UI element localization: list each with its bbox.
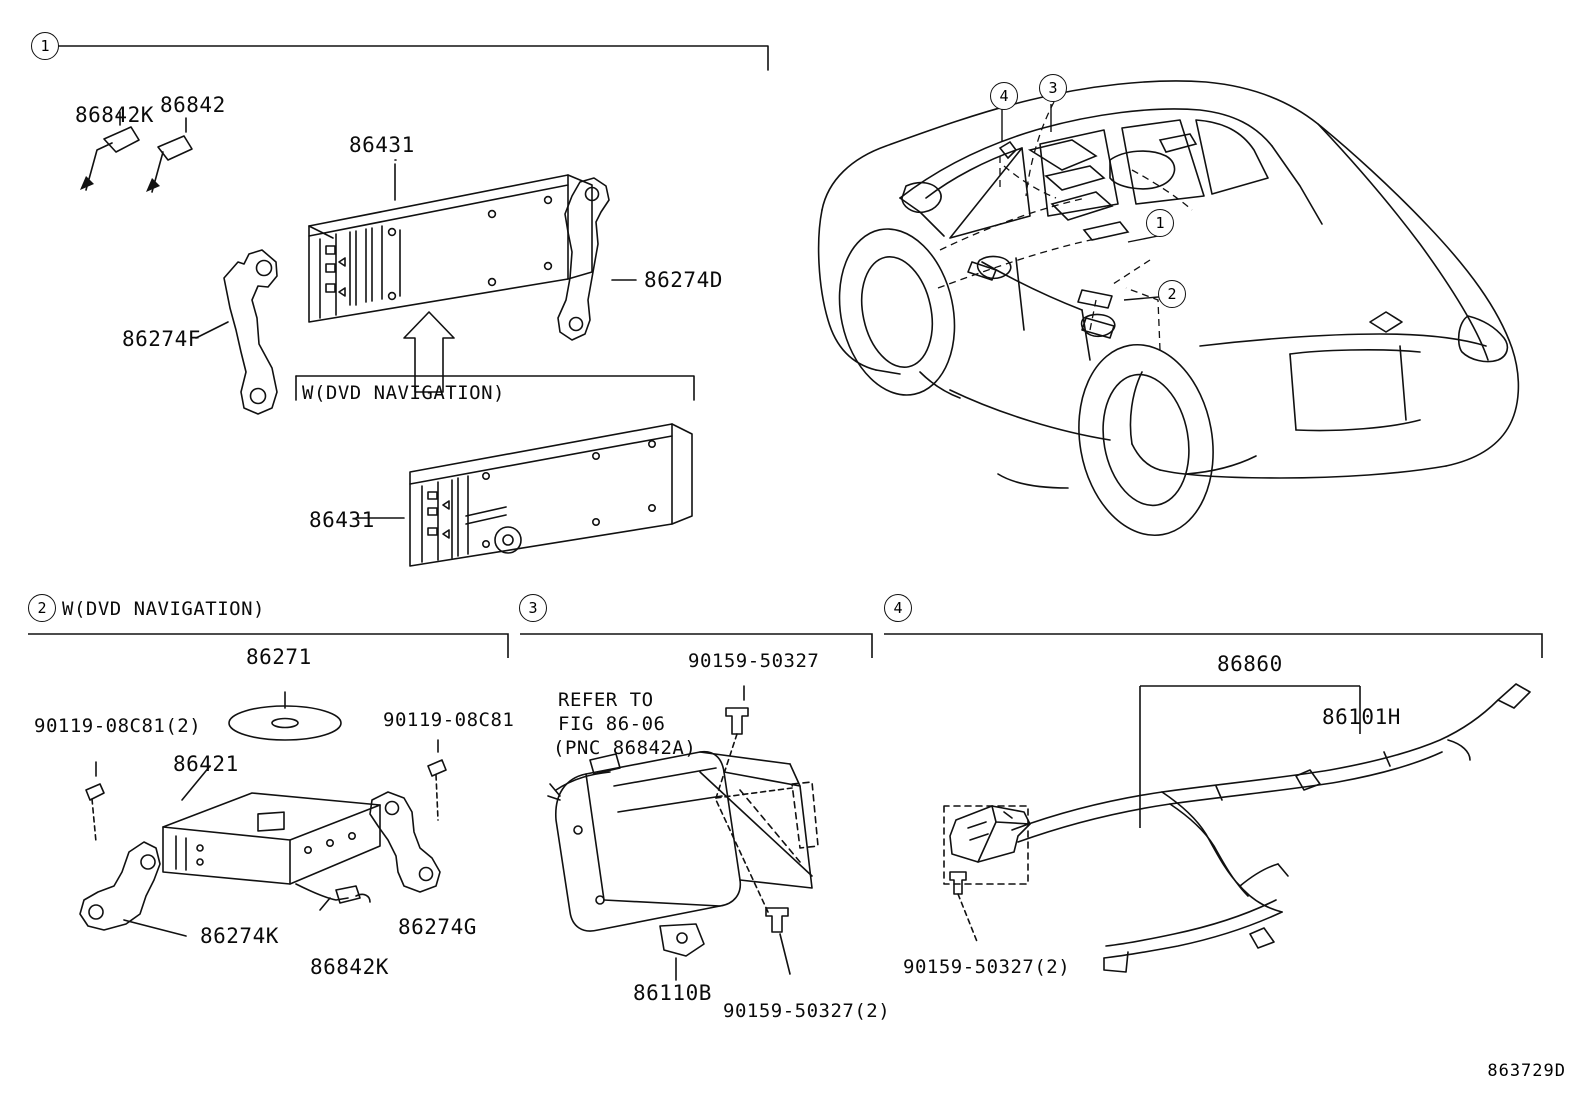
label-86274g: 86274G	[398, 915, 477, 939]
section-marker-4	[884, 594, 912, 622]
label-86842k-top: 86842K	[75, 103, 154, 127]
label-86274f: 86274F	[122, 327, 201, 351]
label-86842-top: 86842	[160, 93, 226, 117]
label-90159-top: 90159-50327	[688, 650, 820, 672]
note-fig-86-06: FIG 86-06	[558, 713, 666, 735]
vehicle-callout-3	[1039, 74, 1067, 102]
label-90159-2b: 90159-50327(2)	[903, 956, 1071, 978]
vehicle-callout-4-label: 4	[999, 87, 1009, 105]
label-86842k-bottom: 86842K	[310, 955, 389, 979]
label-86274k: 86274K	[200, 924, 279, 948]
label-86860: 86860	[1217, 652, 1283, 676]
vehicle-callout-1	[1146, 209, 1174, 237]
vehicle-callout-2-label: 2	[1167, 285, 1177, 303]
label-86431-top: 86431	[349, 133, 415, 157]
section-marker-3-label: 3	[528, 599, 538, 617]
section-marker-3	[519, 594, 547, 622]
vehicle-callout-1-label: 1	[1155, 214, 1165, 232]
vehicle-callout-3-label: 3	[1048, 79, 1058, 97]
section-marker-1-label: 1	[40, 37, 50, 55]
vehicle-callout-2	[1158, 280, 1186, 308]
label-86110b: 86110B	[633, 981, 712, 1005]
section-2-title: W(DVD NAVIGATION)	[62, 598, 265, 620]
note-dvd-navigation-1: W(DVD NAVIGATION)	[302, 382, 505, 404]
section-marker-4-label: 4	[893, 599, 903, 617]
section-marker-1	[31, 32, 59, 60]
label-86274d: 86274D	[644, 268, 723, 292]
label-90159-2a: 90159-50327(2)	[723, 1000, 891, 1022]
label-86101h: 86101H	[1322, 705, 1401, 729]
note-pnc-86842a: (PNC 86842A)	[553, 737, 697, 759]
vehicle-callout-4	[990, 82, 1018, 110]
section-marker-2	[28, 594, 56, 622]
figure-number: 863729D	[1487, 1061, 1566, 1081]
label-86431-dvd: 86431	[309, 508, 375, 532]
label-90119-1: 90119-08C81	[383, 709, 515, 731]
label-90119-2: 90119-08C81(2)	[34, 715, 202, 737]
section-marker-2-label: 2	[37, 599, 47, 617]
label-86271: 86271	[246, 645, 312, 669]
label-86421: 86421	[173, 752, 239, 776]
note-refer-to: REFER TO	[558, 689, 654, 711]
